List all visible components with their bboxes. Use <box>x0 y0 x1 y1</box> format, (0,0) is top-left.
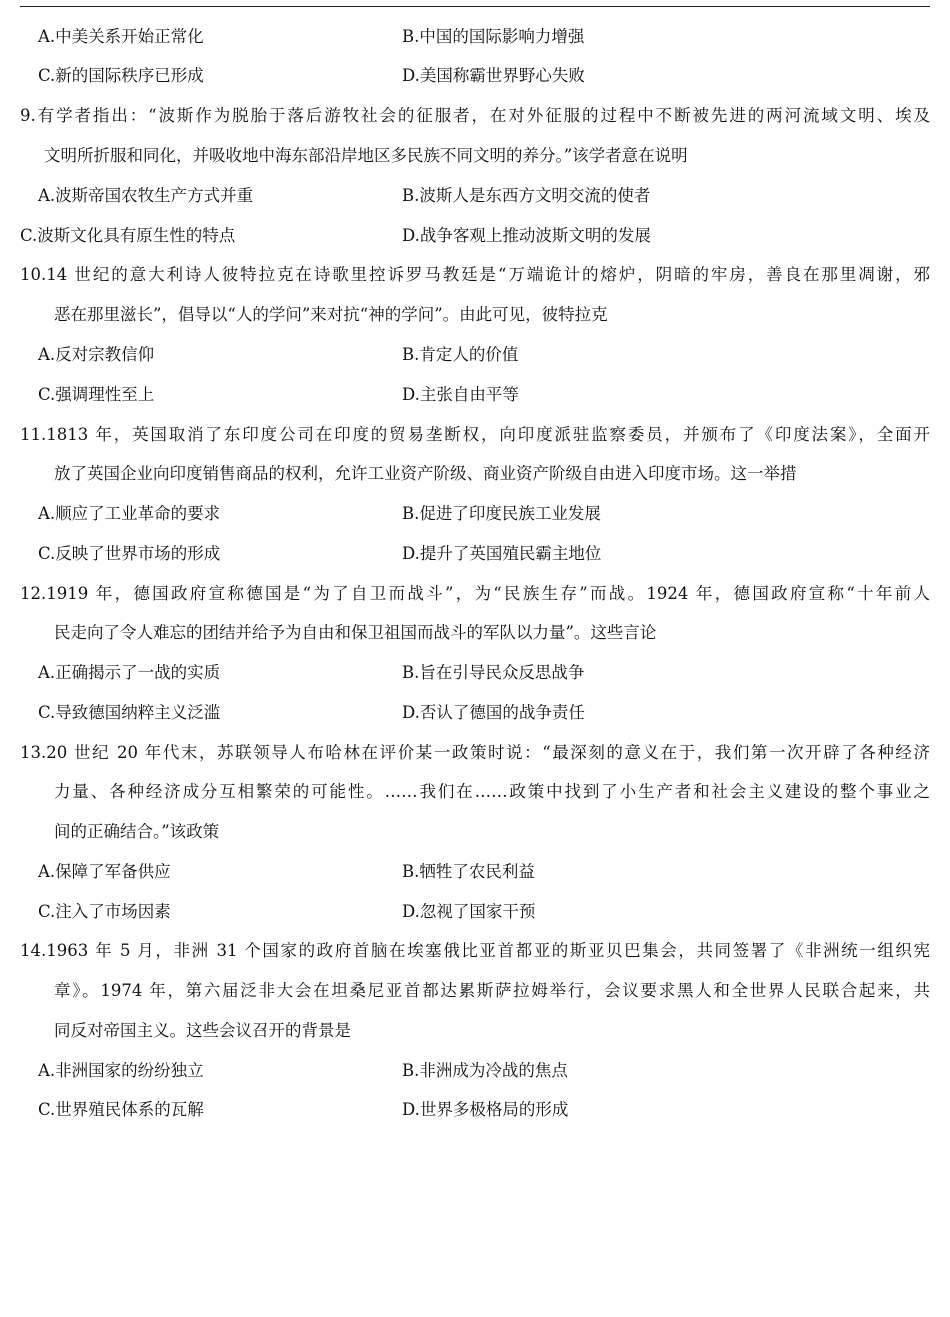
option-a: A.中美关系开始正常化 <box>38 27 204 46</box>
question-stem-line: 间的正确结合。”该政策 <box>54 822 220 841</box>
option-c: C.反映了世界市场的形成 <box>38 544 221 563</box>
option-b: B.促进了印度民族工业发展 <box>402 504 601 523</box>
question-stem-line: 14.1963 年 5 月，非洲 31 个国家的政府首脑在埃塞俄比亚首都亚的斯亚贝巴集会，共同签署了《非洲统一组织宪 <box>20 941 930 960</box>
option-a: A.顺应了工业革命的要求 <box>38 504 221 523</box>
option-c: C.波斯文化具有原生性的特点 <box>20 226 236 245</box>
option-a: A.正确揭示了一战的实质 <box>38 663 221 682</box>
option-a: A.保障了军备供应 <box>38 862 171 881</box>
option-d: D.忽视了国家干预 <box>402 902 536 921</box>
question-stem-line: 力量、各种经济成分互相繁荣的可能性。……我们在……政策中找到了小生产者和社会主义建设的整个事业之 <box>54 782 930 801</box>
question-stem-line: 12.1919 年，德国政府宣称德国是“为了自卫而战斗”，为“民族生存”而战。1924 年，德国政府宣称“十年前人 <box>20 584 930 603</box>
question-stem-line: 同反对帝国主义。这些会议召开的背景是 <box>54 1021 351 1040</box>
option-d: D.世界多极格局的形成 <box>402 1100 569 1119</box>
question-stem-line: 13.20 世纪 20 年代末，苏联领导人布哈林在评价某一政策时说：“最深刻的意义在于，我们第一次开辟了各种经济 <box>20 743 930 762</box>
option-c: C.强调理性至上 <box>38 385 155 404</box>
option-c: C.导致德国纳粹主义泛滥 <box>38 703 221 722</box>
option-d: D.战争客观上推动波斯文明的发展 <box>402 226 651 245</box>
question-stem-line: 民走向了令人难忘的团结并给予为自由和保卫祖国而战斗的军队以力量”。这些言论 <box>54 623 657 642</box>
option-b: B.牺牲了农民利益 <box>402 862 535 881</box>
question-stem-line: 章》。1974 年，第六届泛非大会在坦桑尼亚首都达累斯萨拉姆举行，会议要求黑人和全世界人民联合起来，共 <box>54 981 930 1000</box>
option-b: B.波斯人是东西方文明交流的使者 <box>402 186 651 205</box>
option-c: C.新的国际秩序已形成 <box>38 66 204 85</box>
option-b: B.旨在引导民众反思战争 <box>402 663 585 682</box>
option-c: C.世界殖民体系的瓦解 <box>38 1100 204 1119</box>
option-c: C.注入了市场因素 <box>38 902 171 921</box>
option-a: A.反对宗教信仰 <box>38 345 155 364</box>
question-stem-line: 恶在那里滋长”，倡导以“人的学问”来对抗“神的学问”。由此可见，彼特拉克 <box>54 305 608 324</box>
option-d: D.提升了英国殖民霸主地位 <box>402 544 602 563</box>
question-stem-line: 9.有学者指出：“波斯作为脱胎于落后游牧社会的征服者，在对外征服的过程中不断被先进的两河流域文明、埃及 <box>20 106 930 125</box>
option-d: D.主张自由平等 <box>402 385 519 404</box>
question-stem-line: 放了英国企业向印度销售商品的权利，允许工业资产阶级、商业资产阶级自由进入印度市场。这一举措 <box>54 464 797 483</box>
option-d: D.否认了德国的战争责任 <box>402 703 585 722</box>
option-a: A.非洲国家的纷纷独立 <box>38 1061 204 1080</box>
question-stem-line: 11.1813 年，英国取消了东印度公司在印度的贸易垄断权，向印度派驻监察委员，并颁布了《印度法案》，全面开 <box>20 425 930 444</box>
top-rule <box>20 6 930 7</box>
question-stem-line: 文明所折服和同化，并吸收地中海东部沿岸地区多民族不同文明的养分。”该学者意在说明 <box>44 146 688 165</box>
option-d: D.美国称霸世界野心失败 <box>402 66 585 85</box>
question-stem-line: 10.14 世纪的意大利诗人彼特拉克在诗歌里控诉罗马教廷是“万端诡计的熔炉，阴暗的牢房，善良在那里凋谢，邪 <box>20 265 930 284</box>
option-b: B.非洲成为冷战的焦点 <box>402 1061 568 1080</box>
option-b: B.中国的国际影响力增强 <box>402 27 585 46</box>
option-a: A.波斯帝国农牧生产方式并重 <box>38 186 254 205</box>
option-b: B.肯定人的价值 <box>402 345 519 364</box>
